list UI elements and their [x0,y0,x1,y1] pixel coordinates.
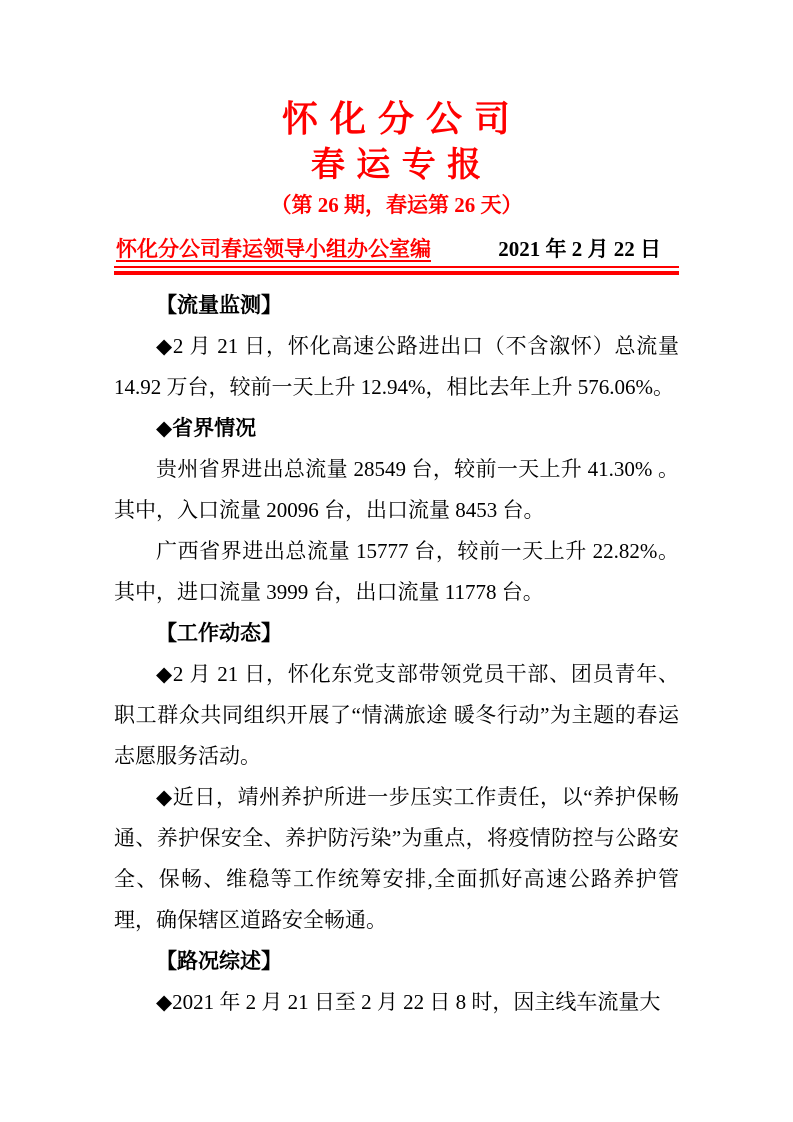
report-date: 2021 年 2 月 22 日 [498,237,661,262]
paragraph-maintenance-work: ◆近日，靖州养护所进一步压实工作责任，以“养护保畅通、养护保安全、养护防污染”为重点，将疫情防控与公路安全、保畅、维稳等工作统筹安排,全面抓好高速公路养护管理，确保辖区道路安全畅通。 [114,785,679,933]
document-body [114,285,679,1023]
section-heading-road-conditions: 【路况综述】 [156,950,282,974]
paragraph-guangxi-border: 广西省界进出总流量 15777 台，较前一天上升 22.82%。其中，进口流量 3999 台，出口流量 11778 台。 [114,539,679,605]
paragraph-total-flow: ◆2 月 21 日，怀化高速公路进出口（不含溆怀）总流量 14.92 万台，较前一天上升 12.94%，相比去年上升 576.06%。 [114,334,679,400]
editor-credit: 怀化分公司春运领导小组办公室编 [116,238,431,262]
section-heading-work-updates: 【工作动态】 [156,622,282,646]
report-subtitle: 春 运 专 报 [310,145,483,184]
paragraph-road-condition-intro: ◆2021 年 2 月 21 日至 2 月 22 日 8 时，因主线车流量大 [156,990,661,1015]
paragraph-guizhou-border: 贵州省界进出总流量 28549 台，较前一天上升 41.30% 。其中，入口流量 20096 台，出口流量 8453 台。 [114,457,679,523]
editor-row [114,233,679,263]
sub-heading-provincial-borders: ◆省界情况 [156,417,257,441]
red-divider [114,266,679,275]
report-title: 怀 化 分 公 司 [281,98,511,139]
section-heading-traffic-monitoring: 【流量监测】 [156,294,282,318]
paragraph-volunteer-activity: ◆2 月 21 日，怀化东党支部带领党员干部、团员青年、职工群众共同组织开展了“情满旅途 暖冬行动”为主题的春运志愿服务活动。 [114,662,679,769]
issue-info: （第 26 期，春运第 26 天） [270,193,523,218]
